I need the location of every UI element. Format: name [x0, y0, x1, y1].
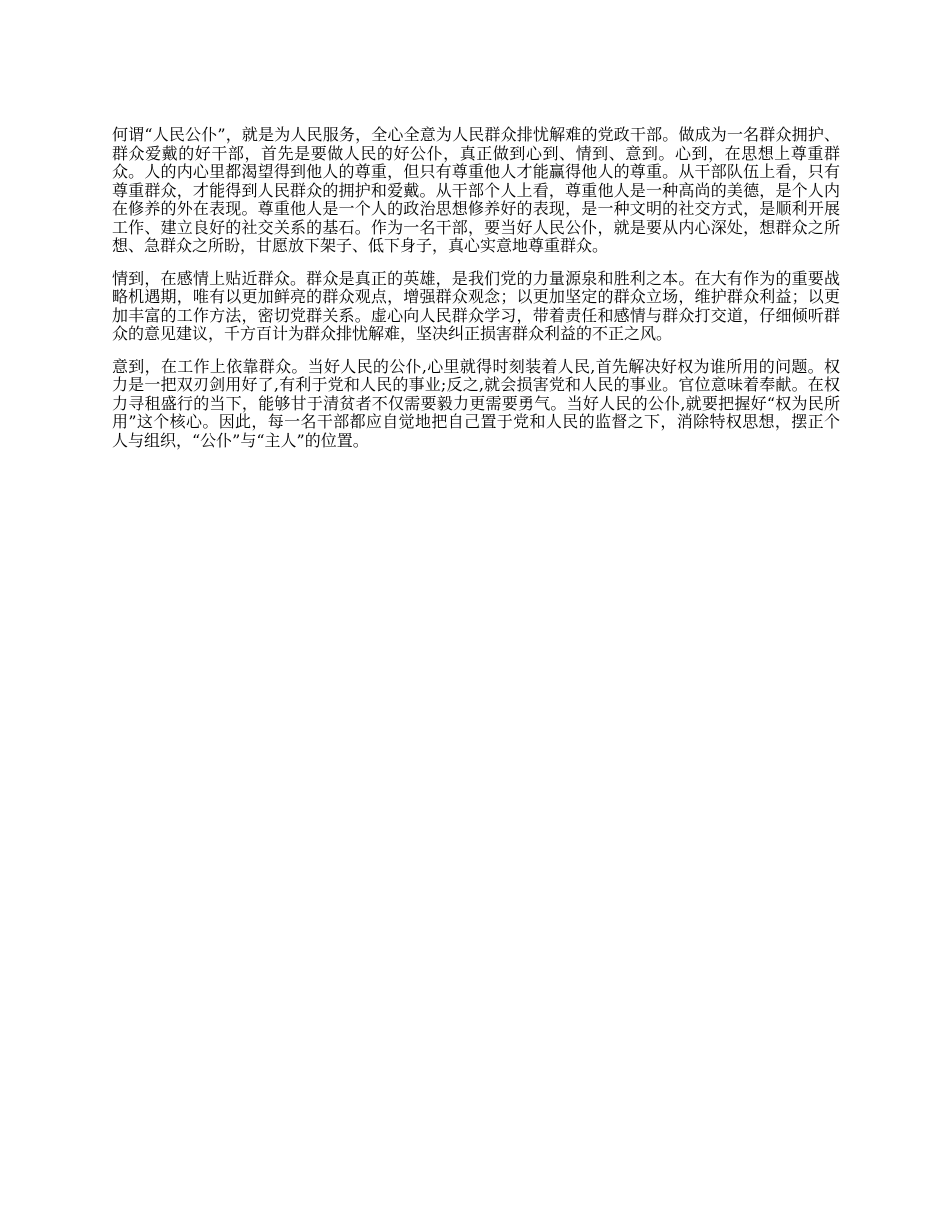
paragraph-2: 情到，在感情上贴近群众。群众是真正的英雄，是我们党的力量源泉和胜利之本。在大有作为的重要战略机遇期，唯有以更加鲜亮的群众观点，增强群众观念；以更加坚定的群众立场，维护群众利益；以更加丰富的工作方法，密切党群关系。虚心向人民群众学习，带着责任和感情与群众打交道，仔细倾听群众的意见建议，千方百计为群众排忧解难，坚决纠正损害群众利益的不正之风。 — [112, 268, 840, 343]
document-body — [112, 126, 840, 464]
paragraph-3: 意到，在工作上依靠群众。当好人民的公仆,心里就得时刻装着人民,首先解决好权为谁所用的问题。权力是一把双刃剑用好了,有利于党和人民的事业;反之,就会损害党和人民的事业。官位意味着奉献。在权力寻租盛行的当下，能够甘于清贫者不仅需要毅力更需要勇气。当好人民的公仆,就要把握好“权为民所用”这个核心。因此，每一名干部都应自觉地把自己置于党和人民的监督之下，消除特权思想，摆正个人与组织，“公仆”与“主人”的位置。 — [112, 356, 840, 450]
paragraph-1: 何谓“人民公仆”，就是为人民服务，全心全意为人民群众排忧解难的党政干部。做成为一名群众拥护、群众爱戴的好干部，首先是要做人民的好公仆，真正做到心到、情到、意到。心到，在思想上尊重群众。人的内心里都渴望得到他人的尊重，但只有尊重他人才能赢得他人的尊重。从干部队伍上看，只有尊重群众，才能得到人民群众的拥护和爱戴。从干部个人上看，尊重他人是一种高尚的美德，是个人内在修养的外在表现。尊重他人是一个人的政治思想修养好的表现，是一种文明的社交方式，是顺利开展工作、建立良好的社交关系的基石。作为一名干部，要当好人民公仆，就是要从内心深处，想群众之所想、急群众之所盼，甘愿放下架子、低下身子，真心实意地尊重群众。 — [112, 125, 840, 255]
